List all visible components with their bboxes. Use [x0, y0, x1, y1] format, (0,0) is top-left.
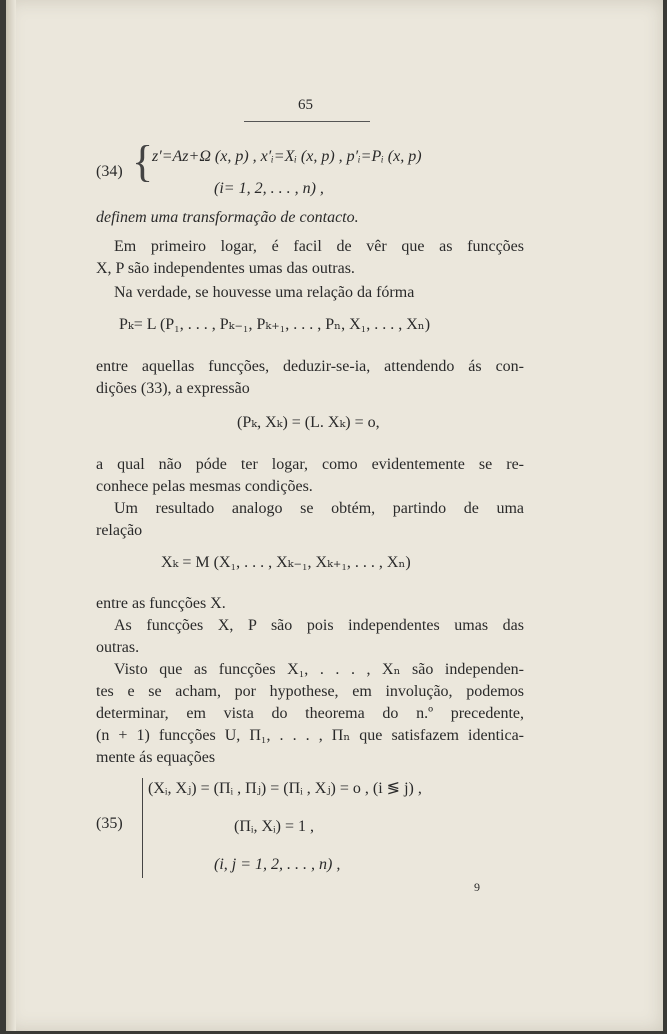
- equation-34-brace: {: [132, 137, 154, 186]
- equation-35-brace: [142, 778, 143, 878]
- equation-34-line1: z′=Az+Ω (x, p) , x′ᵢ=Xᵢ (x, p) , p′ᵢ=Pᵢ (x, p): [152, 148, 422, 165]
- page-number: 65: [298, 97, 313, 113]
- paragraph-line: (n + 1) funcções U, Π₁, . . . , Πₙ que satisfazem identica-: [96, 727, 524, 744]
- paragraph-line: Na verdade, se houvesse uma relação da fórma: [114, 284, 415, 301]
- paragraph-line: entre aquellas funcções, deduzir-se-ia, attendendo ás con-: [96, 358, 524, 375]
- book-page: [6, 0, 663, 1031]
- equation-34-line2: (i= 1, 2, . . . , n) ,: [214, 180, 324, 197]
- equation-bracket: (Pₖ, Xₖ) = (L. Xₖ) = o,: [237, 414, 380, 431]
- paragraph-line: dições (33), a expressão: [96, 380, 250, 397]
- paragraph-line: mente ás equações: [96, 749, 216, 766]
- paragraph-line: determinar, em vista do theorema do n.º precedente,: [96, 705, 524, 722]
- paragraph-line: relação: [96, 522, 143, 539]
- equation-35-line1: (Xᵢ, Xⱼ) = (Πᵢ , Πⱼ) = (Πᵢ , Xⱼ) = o , (i ≶ j) ,: [148, 780, 422, 797]
- equation-35-label: (35): [96, 815, 123, 832]
- paragraph-line: entre as funcções X.: [96, 595, 226, 612]
- equation-34-label: (34): [96, 163, 123, 180]
- paragraph-line: As funcções X, P são pois independentes umas das: [114, 617, 524, 634]
- paragraph-line: tes e se acham, por hypothese, em involução, podemos: [96, 683, 524, 700]
- paragraph-line: definem uma transformação de contacto.: [96, 209, 359, 226]
- page-edge-shadow: [6, 0, 16, 1031]
- equation-xk: Xₖ = M (X₁, . . . , Xₖ₋₁, Xₖ₊₁, . . . , Xₙ): [161, 554, 411, 571]
- equation-pk: Pₖ= L (P₁, . . . , Pₖ₋₁, Pₖ₊₁, . . . , Pₙ, X₁, . . . , Xₙ): [119, 316, 431, 333]
- paragraph-line: outras.: [96, 639, 140, 656]
- paragraph-line: conhece pelas mesmas condições.: [96, 478, 313, 495]
- equation-35-line3: (i, j = 1, 2, . . . , n) ,: [214, 856, 341, 873]
- paragraph-line: X, P são independentes umas das outras.: [96, 260, 355, 277]
- header-rule: [244, 121, 370, 122]
- paragraph-line: Um resultado analogo se obtém, partindo de uma: [114, 500, 524, 517]
- equation-35-line2: (Πᵢ, Xᵢ) = 1 ,: [234, 818, 315, 835]
- signature-mark: 9: [474, 880, 480, 894]
- paragraph-line: a qual não póde ter logar, como evidentemente se re-: [96, 456, 524, 473]
- paragraph-line: Em primeiro logar, é facil de vêr que as funcções: [114, 238, 524, 255]
- paragraph-line: Visto que as funcções X₁, . . . , Xₙ são independen-: [114, 661, 524, 678]
